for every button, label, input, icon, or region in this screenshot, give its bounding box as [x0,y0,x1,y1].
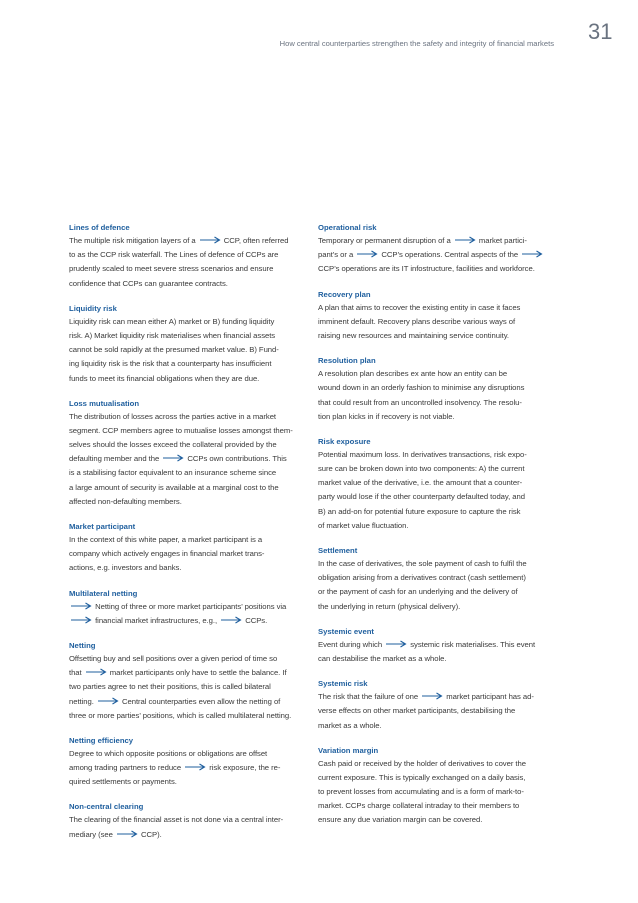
definition-line [69,828,309,842]
definition-line [69,547,309,561]
definition-line [318,262,565,276]
definition-line [318,329,565,343]
definition-text: The multiple risk mitigation layers of a [69,236,198,245]
definition-text: defaulting member and the [69,454,162,464]
definition-text: wound down in an orderly fashion to minimise any disruptions [318,383,525,393]
glossary-definition [69,533,309,576]
definition-text: risk. A) Market liquidity risk materialises when financial assets [69,330,276,340]
definition-line [69,561,309,575]
definition-text: to prevent losses from accumulating and is a form of mark-to- [318,787,524,797]
definition-text: prudently scaled to meet severe stress scenarios and ensure [69,264,274,274]
definition-text: ensure any due variation margin can be covered. [318,815,483,825]
definition-text: CCPs. [243,615,268,625]
arrow-right-icon [161,454,185,462]
definition-text: the underlying in return (physical delivery). [318,601,461,611]
definition-text: pant’s or a [318,250,356,260]
definition-text: market participants only have to settle the balance. If [107,668,287,678]
definition-line [318,585,565,599]
definition-text: Event during which [318,639,385,649]
definition-text: party would lose if the other counterparty defaulted today, and [318,492,525,502]
definition-line [318,600,565,614]
definition-text: that could result from an uncontrolled insolvency. The resolu- [318,397,522,407]
glossary-definition [318,367,565,424]
definition-text: In the context of this white paper, a market participant is a [69,535,263,544]
definition-line [318,248,565,262]
definition-text: funds to meet its financial obligations when they are due. [69,373,260,383]
definition-line [318,652,565,666]
definition-line [69,372,309,386]
glossary-definition [318,301,565,344]
definition-text: CCP’s operations. Central aspects of the [379,250,521,260]
arrow-right-icon [84,668,108,676]
definition-text: a large amount of security is available at a marginal cost to the [69,482,279,492]
definition-line [69,248,309,262]
glossary-entry [69,734,309,790]
glossary-column-right [318,221,565,839]
glossary-term: Settlement [318,546,358,555]
definition-line [318,799,565,813]
glossary-term: Recovery plan [318,289,371,299]
definition-line [318,690,565,704]
glossary-column-left [69,221,309,853]
definition-text: A plan that aims to recover the existing entity in case it faces [318,302,521,312]
glossary-term: Operational risk [318,223,377,232]
glossary-term: Variation margin [318,745,379,755]
definition-line [69,709,309,723]
definition-line [318,315,565,329]
glossary-entry [318,435,565,533]
definition-text: of market value fluctuation. [318,520,409,530]
definition-text: Central counterparties even allow the netting of [119,696,281,706]
glossary-definition [318,448,565,533]
glossary-term: Systemic risk [318,679,368,689]
definition-line [69,747,309,761]
definition-line [69,533,309,547]
definition-text: The risk that the failure of one [318,692,421,702]
page-number: 31 [588,19,613,44]
glossary-term: Market participant [69,522,136,531]
definition-text: imminent default. Recovery plans describe various ways of [318,316,516,326]
definition-text: The clearing of the financial asset is not done via a central inter- [69,815,284,825]
glossary-entry [318,288,565,344]
definition-text: A resolution plan describes ex ante how an entity can be [318,369,508,379]
definition-text: CCP). [138,829,162,839]
definition-text: market partici- [476,236,527,245]
definition-line [69,466,309,480]
definition-line [318,490,565,504]
definition-line [318,462,565,476]
glossary-definition [69,315,309,386]
definition-text: Degree to which opposite positions or obligations are offset [69,748,268,758]
glossary-term: Netting efficiency [69,735,134,745]
running-header: How central counterparties strengthen the safety and integrity of financial markets [279,39,554,48]
arrow-right-icon [520,250,544,258]
definition-line [69,234,309,248]
definition-text: that [69,668,84,678]
definition-line [69,614,309,628]
arrow-right-icon [69,602,93,610]
definition-text: market participant has ad- [444,692,534,702]
definition-text: tion plan kicks in if recovery is not viable. [318,411,455,421]
definition-line [69,329,309,343]
arrow-right-icon [453,236,477,244]
definition-text: affected non-defaulting members. [69,496,182,506]
definition-text: actions, e.g. investors and banks. [69,563,182,573]
arrow-right-icon [384,640,408,648]
glossary-definition [69,234,309,291]
glossary-term: Systemic event [318,626,374,636]
glossary-definition [318,690,565,733]
definition-text: verse effects on other market participants, destabilising the [318,706,516,716]
definition-line [318,448,565,462]
definition-text: or the payment of cash for an underlying and the delivery of [318,587,518,597]
definition-text: netting. [69,696,96,706]
definition-text: CCP, often referred [221,236,289,245]
definition-line [318,476,565,490]
glossary-entry [69,397,309,509]
definition-line [318,396,565,410]
definition-text: CCPs own contributions. This [185,454,287,464]
glossary-entry [69,302,309,386]
glossary-entry [69,587,309,628]
definition-line [69,452,309,466]
definition-line [318,638,565,652]
definition-text: Potential maximum loss. In derivatives transactions, risk expo- [318,449,527,459]
glossary-term: Resolution plan [318,356,376,366]
arrow-right-icon [420,692,444,700]
definition-line [69,652,309,666]
definition-text: In the case of derivatives, the sole payment of cash to fulfil the [318,559,527,568]
definition-text: market as a whole. [318,720,382,730]
glossary-term: Loss mutualisation [69,398,140,408]
definition-line [318,519,565,533]
glossary-entry [318,677,565,733]
glossary-term: Non-central clearing [69,802,144,812]
arrow-right-icon [355,250,379,258]
definition-text: current exposure. This is typically exchanged on a daily basis, [318,772,526,782]
definition-line [69,695,309,709]
definition-text: can destabilise the market as a whole. [318,653,447,663]
definition-line [318,813,565,827]
definition-line [318,301,565,315]
definition-line [318,410,565,424]
definition-line [318,704,565,718]
definition-text: Netting of three or more market participants’ positions via [93,601,287,611]
glossary-term: Risk exposure [318,436,371,446]
definition-text: Temporary or permanent disruption of a [318,236,453,245]
definition-text: financial market infrastructures, e.g., [93,615,220,625]
definition-text: Offsetting buy and sell positions over a given period of time so [69,653,278,663]
glossary-term: Multilateral netting [69,588,138,598]
glossary-entry [318,625,565,666]
definition-line [318,234,565,248]
definition-text: The distribution of losses across the parties active in a market [69,411,277,421]
glossary-definition [318,757,565,828]
definition-line [318,557,565,571]
definition-text: CCP’s operations are its IT infostructure, facilities and workforce. [318,264,535,274]
definition-text: selves should the losses exceed the collateral provided by the [69,440,277,450]
glossary-definition [69,747,309,790]
glossary-definition [69,652,309,723]
definition-line [69,600,309,614]
definition-line [69,262,309,276]
definition-text: market value of the derivative, i.e. the amount that a counter- [318,478,523,488]
glossary-entry [318,744,565,828]
definition-line [69,410,309,424]
definition-line [69,277,309,291]
arrow-right-icon [219,616,243,624]
definition-line [69,343,309,357]
definition-text: mediary (see [69,829,115,839]
glossary-entry [69,520,309,576]
arrow-right-icon [115,830,139,838]
definition-line [318,505,565,519]
glossary-entry [318,544,565,614]
glossary-entry [69,221,309,291]
glossary-entry [318,221,565,277]
definition-line [69,424,309,438]
definition-text: company which actively engages in financial market trans- [69,549,265,559]
definition-text: sure can be broken down into two components: A) the current [318,464,525,474]
definition-line [318,571,565,585]
definition-line [69,775,309,789]
glossary-entry [69,639,309,723]
arrow-right-icon [96,697,120,705]
arrow-right-icon [198,236,222,244]
definition-line [318,771,565,785]
glossary-term: Lines of defence [69,223,130,232]
glossary-definition [69,813,309,841]
definition-text: is a stabilising factor equivalent to an insurance scheme since [69,468,277,478]
glossary-definition [69,600,309,628]
glossary-definition [318,557,565,614]
definition-text: obligation arising from a derivatives contract (cash settlement) [318,573,526,583]
glossary-entry [69,800,309,841]
definition-text: quired settlements or payments. [69,777,177,787]
definition-line [69,495,309,509]
definition-line [69,438,309,452]
glossary-definition [69,410,309,509]
definition-text: to as the CCP risk waterfall. The Lines of defence of CCPs are [69,250,279,260]
definition-text: among trading partners to reduce [69,763,184,773]
glossary-term: Liquidity risk [69,303,117,313]
definition-line [69,761,309,775]
definition-line [318,381,565,395]
definition-line [69,315,309,329]
definition-line [318,719,565,733]
definition-line [69,680,309,694]
definition-line [318,757,565,771]
definition-line [318,367,565,381]
definition-text: Cash paid or received by the holder of derivatives to cover the [318,758,526,768]
definition-line [69,666,309,680]
definition-line [318,785,565,799]
definition-text: cannot be sold rapidly at the presumed market value. B) Fund- [69,345,279,355]
arrow-right-icon [183,763,207,771]
definition-text: ing liquidity risk is the risk that a counterparty has insufficient [69,359,272,369]
definition-text: B) an add-on for potential future exposure to capture the risk [318,506,521,516]
definition-text: market. CCPs charge collateral intraday to their members to [318,801,520,811]
arrow-right-icon [69,616,93,624]
glossary-entry [318,354,565,424]
definition-text: raising new resources and maintaining service continuity. [318,330,510,340]
definition-text: two parties agree to net their positions, this is called bilateral [69,682,271,692]
definition-text: Liquidity risk can mean either A) market or B) funding liquidity [69,316,275,326]
definition-text: risk exposure, the re- [207,763,281,773]
definition-line [69,357,309,371]
definition-line [69,481,309,495]
definition-text: confidence that CCPs can guarantee contracts. [69,278,228,288]
definition-line [69,813,309,827]
definition-text: systemic risk materialises. This event [408,639,536,649]
glossary-term: Netting [69,640,96,650]
definition-text: segment. CCP members agree to mutualise losses amongst them- [69,425,293,435]
glossary-definition [318,234,565,277]
glossary-definition [318,638,565,666]
definition-text: three or more parties’ positions, which is called multilateral netting. [69,710,292,720]
